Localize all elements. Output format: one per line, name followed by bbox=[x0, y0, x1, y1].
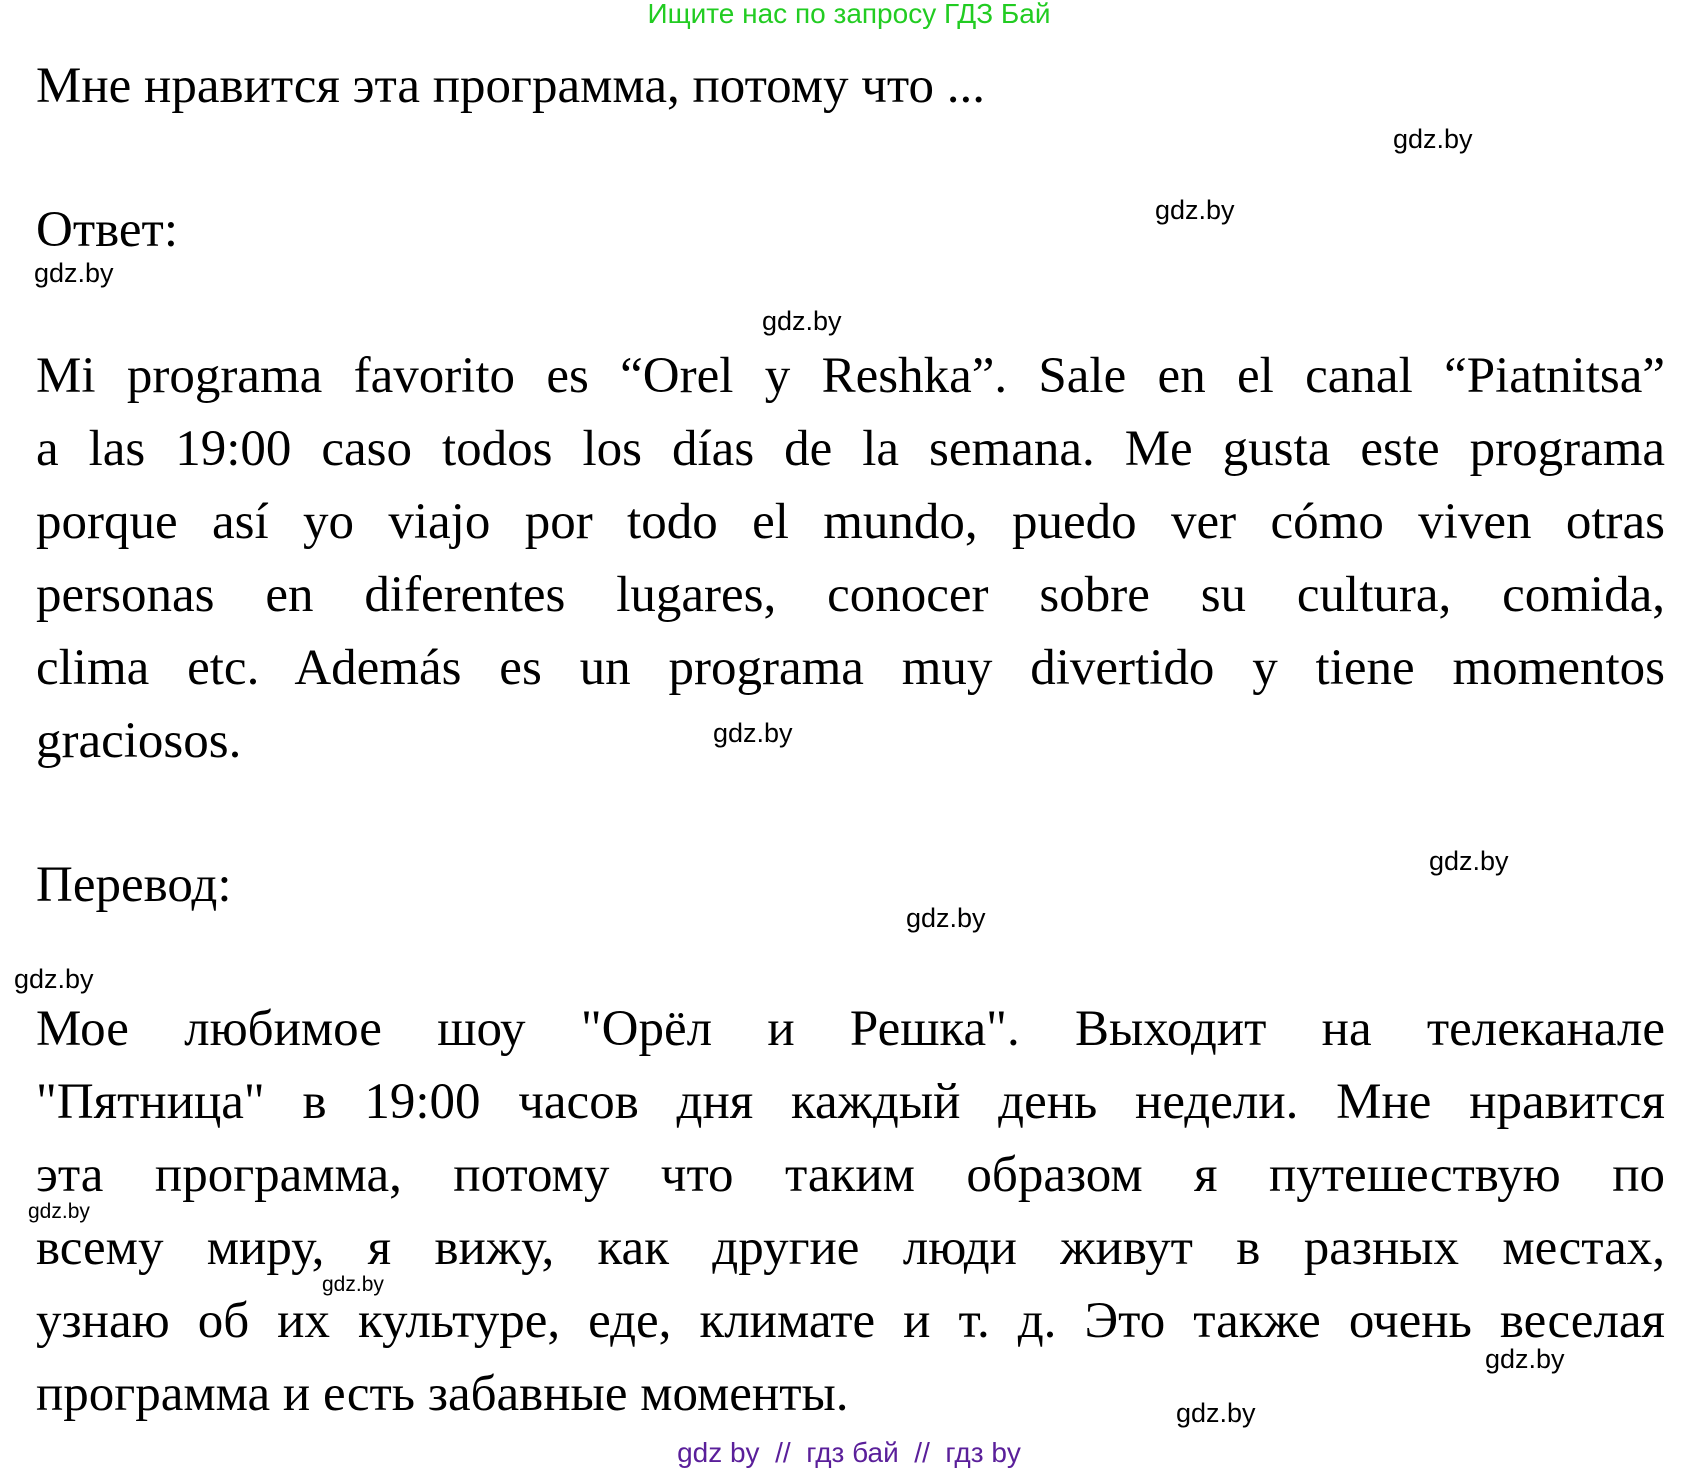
watermark: gdz.by bbox=[34, 258, 114, 288]
answer-paragraph bbox=[36, 348, 1665, 769]
answer-line: porque así yo viajo por todo el mundo, puedo ver cómo viven otras bbox=[36, 494, 1665, 550]
watermark: gdz.by bbox=[713, 718, 793, 748]
watermark: gdz.by bbox=[1393, 124, 1473, 154]
translation-paragraph bbox=[36, 1001, 1665, 1422]
translation-line: Мое любимое шоу "Орёл и Решка". Выходит на телеканале bbox=[36, 1001, 1665, 1057]
translation-line: всему миру, я вижу, как другие люди живут в разных местах, bbox=[36, 1220, 1665, 1276]
translation-line: эта программа, потому что таким образом я путешествую по bbox=[36, 1147, 1665, 1203]
task-prompt: Мне нравится эта программа, потому что ... bbox=[36, 58, 986, 114]
translation-line: программа и есть забавные моменты. bbox=[36, 1366, 849, 1422]
watermark: gdz.by bbox=[1176, 1398, 1256, 1428]
watermark: gdz.by bbox=[906, 903, 986, 933]
footer-watermark: gdz by // гдз бай // гдз by bbox=[677, 1437, 1021, 1468]
watermark: gdz.by bbox=[762, 306, 842, 336]
search-hint-header: Ищите нас по запросу ГДЗ Бай bbox=[647, 0, 1051, 29]
watermark: gdz.by bbox=[1155, 195, 1235, 225]
answer-line: graciosos. bbox=[36, 713, 242, 769]
watermark: gdz.by bbox=[28, 1200, 90, 1223]
translation-line: "Пятница" в 19:00 часов дня каждый день недели. Мне нравится bbox=[36, 1074, 1665, 1130]
watermark: gdz.by bbox=[14, 964, 94, 994]
translation-line: узнаю об их культуре, еде, климате и т. д. Это также очень веселая bbox=[36, 1293, 1665, 1349]
answer-line: clima etc. Además es un programa muy divertido y tiene momentos bbox=[36, 640, 1665, 696]
answer-label: Ответ: bbox=[36, 202, 178, 258]
answer-line: a las 19:00 caso todos los días de la semana. Me gusta este programa bbox=[36, 421, 1665, 477]
watermark: gdz.by bbox=[1429, 846, 1509, 876]
watermark: gdz.by bbox=[322, 1273, 384, 1296]
translation-label: Перевод: bbox=[36, 857, 232, 913]
watermark: gdz.by bbox=[1485, 1344, 1565, 1374]
answer-line: Mi programa favorito es “Orel y Reshka”. Sale en el canal “Piatnitsa” bbox=[36, 348, 1665, 404]
answer-line: personas en diferentes lugares, conocer sobre su cultura, comida, bbox=[36, 567, 1665, 623]
